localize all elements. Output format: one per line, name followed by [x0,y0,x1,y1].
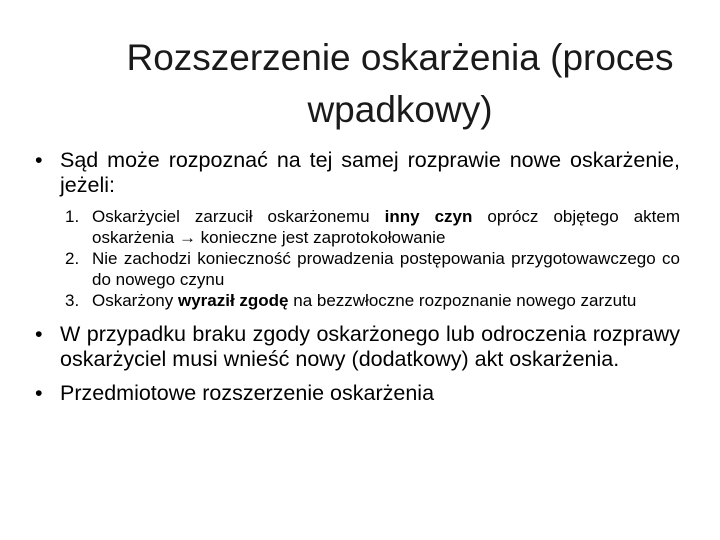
slide-content [0,148,720,406]
bullet-item [35,381,680,406]
item-text: Oskarżony [92,291,178,310]
numbered-item [65,206,680,248]
item-number: 1. [65,207,80,226]
item-number: 2. [65,249,80,268]
bullet-dot-icon: • [35,322,43,346]
slide-title: Rozszerzenie oskarżenia (proces wpadkowy) [126,37,674,130]
item-text: na bezzwłoczne rozpoznanie nowego zarzutu [288,291,637,310]
numbered-item [65,290,680,311]
item-text: oprócz objętego aktem oskarżenia [92,207,680,247]
bullet-text: Przedmiotowe rozszerzenie oskarżenia [60,381,435,405]
bullet-text: Sąd może rozpoznać na tej samej rozprawie nowe oskarżenie, jeżeli: [60,148,680,197]
bullet-dot-icon: • [35,148,43,172]
item-bold-text: wyraził zgodę [177,291,289,310]
bullet-dot-icon: • [35,381,43,405]
item-number: 3. [65,291,80,310]
item-text: Oskarżyciel zarzucił oskarżonemu [92,207,385,226]
bullet-text: W przypadku braku zgody oskarżonego lub odroczenia rozprawy oskarżyciel musi wnieść nowy (dodatkowy) akt oskarżenia. [60,322,680,371]
bullet-item [35,148,680,198]
bullet-item [35,322,680,372]
item-text: konieczne jest zaprotokołowanie [195,228,446,247]
arrow-right-icon: → [178,228,196,247]
numbered-item [65,248,680,290]
item-text: Nie zachodzi konieczność prowadzenia postępowania przygotowawczego co do nowego czynu [92,249,680,289]
item-bold-text: inny czyn [384,207,473,226]
